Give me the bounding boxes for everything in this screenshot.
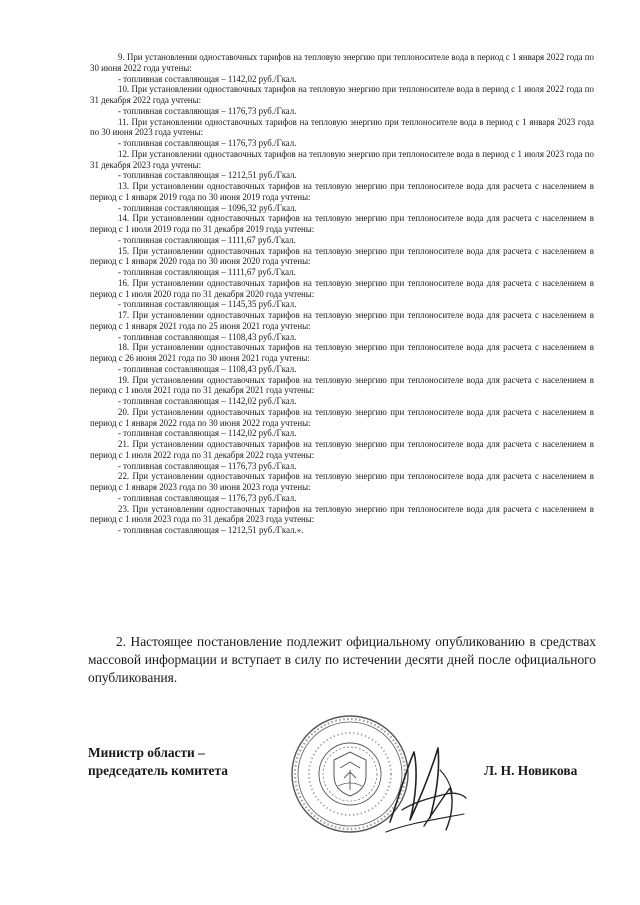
clause-text: 9. При установлении одноставочных тарифов на тепловую энергию при теплоносителе вода в период с 1 января 2022 года по 30 июня 2022 года учтены:	[90, 52, 594, 73]
clause	[90, 471, 594, 503]
tariff-clauses	[90, 52, 594, 536]
clause-text: 16. При установлении одноставочных тарифов на тепловую энергию при теплоносителе вода для расчета с населением в период с 1 июля 2020 года по 31 декабря 2020 года учтены:	[90, 277, 594, 299]
clause	[90, 504, 594, 536]
handwritten-signature-icon	[380, 740, 472, 840]
clause-fuel-component: - топливная составляющая – 1212,51 руб./Гкал.».	[118, 525, 304, 535]
clause	[90, 149, 594, 181]
clause-text: 21. При установлении одноставочных тарифов на тепловую энергию при теплоносителе вода для расчета с населением в период с 1 июля 2022 года по 31 декабря 2022 года учтены:	[90, 439, 594, 460]
clause-text: 23. При установлении одноставочных тарифов на тепловую энергию при теплоносителе вода для расчета с населением в период с 1 июля 2023 года по 31 декабря 2023 года учтены:	[90, 503, 594, 525]
clause	[90, 375, 594, 407]
clause	[90, 310, 594, 342]
clause-fuel-component: - топливная составляющая – 1176,73 руб./Гкал.	[118, 138, 297, 148]
closing-paragraph: 2. Настоящее постановление подлежит официальному опубликованию в средствах массовой информации и вступает в силу по истечении десяти дней после официального опубликования.	[88, 634, 596, 685]
clause-fuel-component: - топливная составляющая – 1212,51 руб./Гкал.	[118, 170, 297, 181]
clause	[90, 181, 594, 213]
clause	[90, 342, 594, 374]
clause	[90, 439, 594, 471]
clause	[90, 407, 594, 439]
clause	[90, 278, 594, 310]
clause	[90, 246, 594, 278]
clause-text: 15. При установлении одноставочных тарифов на тепловую энергию при теплоносителе вода для расчета с населением в период с 1 января 2020 года по 30 июня 2020 года учтены:	[90, 245, 594, 267]
signatory-title-line-2: председатель комитета	[88, 763, 228, 778]
clause-fuel-component: - топливная составляющая – 1145,35 руб./Гкал.	[118, 299, 297, 310]
clause	[90, 117, 594, 149]
clause-fuel-component: - топливная составляющая – 1142,02 руб./Гкал.	[118, 396, 297, 406]
clause	[90, 84, 594, 116]
clause-fuel-component: - топливная составляющая – 1142,02 руб./Гкал.	[118, 73, 297, 84]
clause-text: 13. При установлении одноставочных тарифов на тепловую энергию при теплоносителе вода для расчета с населением в период с 1 января 2019 года по 30 июня 2019 года учтены:	[90, 181, 594, 202]
clause-text: 11. При установлении одноставочных тарифов на тепловую энергию при теплоносителе вода в период с 1 января 2023 года по 30 июня 2023 года учтены:	[90, 116, 594, 138]
clause	[90, 213, 594, 245]
clause-text: 20. При установлении одноставочных тарифов на тепловую энергию при теплоносителе вода для расчета с населением в период с 1 января 2022 года по 30 июня 2022 года учтены:	[90, 406, 594, 428]
clause	[90, 52, 594, 84]
signatory-name: Л. Н. Новикова	[484, 763, 578, 778]
clause-fuel-component: - топливная составляющая – 1176,73 руб./Гкал.	[118, 460, 297, 471]
clause-fuel-component: - топливная составляющая – 1176,73 руб./Гкал.	[118, 492, 297, 503]
signatory-title-line-1: Министр области –	[88, 745, 205, 760]
clause-text: 18. При установлении одноставочных тарифов на тепловую энергию при теплоносителе вода для расчета с населением в период с 26 июня 2021 года по 30 июня 2021 года учтены:	[90, 342, 594, 363]
clause-fuel-component: - топливная составляющая – 1108,43 руб./Гкал.	[118, 331, 297, 342]
clause-fuel-component: - топливная составляющая – 1176,73 руб./Гкал.	[118, 105, 297, 116]
clause-fuel-component: - топливная составляющая – 1096,32 руб./Гкал.	[118, 202, 297, 213]
clause-text: 19. При установлении одноставочных тарифов на тепловую энергию при теплоносителе вода для расчета с населением в период с 1 июля 2021 года по 31 декабря 2021 года учтены:	[90, 374, 594, 396]
clause-text: 17. При установлении одноставочных тарифов на тепловую энергию при теплоносителе вода для расчета с населением в период с 1 января 2021 года по 25 июня 2021 года учтены:	[90, 310, 594, 331]
signatory-title	[88, 744, 228, 780]
clause-fuel-component: - топливная составляющая – 1111,67 руб./Гкал.	[118, 267, 296, 277]
clause-fuel-component: - топливная составляющая – 1142,02 руб./Гкал.	[118, 428, 297, 439]
clause-text: 22. При установлении одноставочных тарифов на тепловую энергию при теплоносителе вода для расчета с населением в период с 1 января 2023 года по 30 июня 2023 года учтены:	[90, 471, 594, 492]
clause-fuel-component: - топливная составляющая – 1108,43 руб./Гкал.	[118, 363, 297, 374]
clause-text: 14. При установлении одноставочных тарифов на тепловую энергию при теплоносителе вода для расчета с населением в период с 1 июля 2019 года по 31 декабря 2019 года учтены:	[90, 213, 594, 234]
clause-text: 12. При установлении одноставочных тарифов на тепловую энергию при теплоносителе вода в период с 1 июля 2023 года по 31 декабря 2023 года учтены:	[90, 148, 594, 170]
clause-fuel-component: - топливная составляющая – 1111,67 руб./Гкал.	[118, 234, 296, 245]
clause-text: 10. При установлении одноставочных тарифов на тепловую энергию при теплоносителе вода в период с 1 июля 2022 года по 31 декабря 2022 года учтены:	[90, 84, 594, 105]
